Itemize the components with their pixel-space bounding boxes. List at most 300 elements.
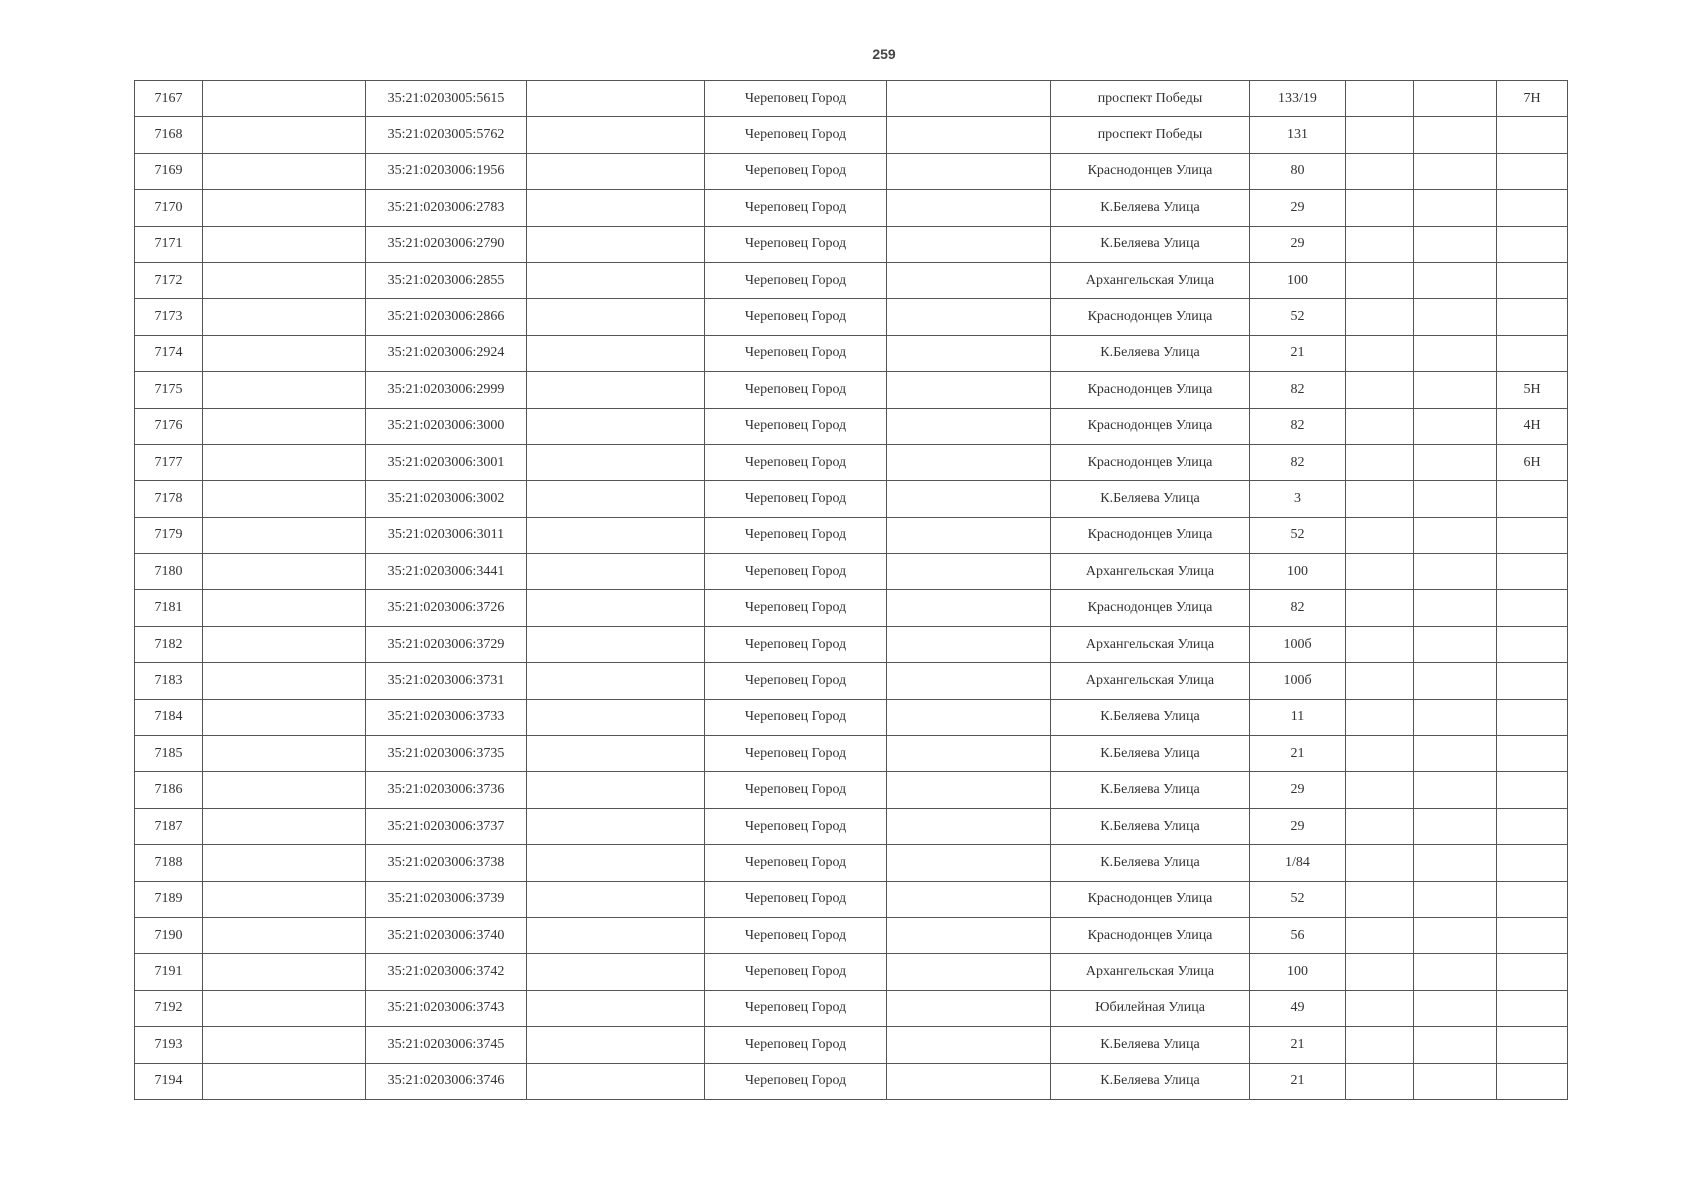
- house-number-cell: 82: [1250, 590, 1346, 626]
- empty-cell: [527, 190, 705, 226]
- empty-cell: [203, 554, 366, 590]
- table-row: [135, 190, 1568, 226]
- empty-cell: [887, 845, 1051, 881]
- empty-cell: [527, 444, 705, 480]
- city-cell: Череповец Город: [705, 736, 887, 772]
- room-number-cell: [1497, 990, 1568, 1026]
- empty-cell: [203, 990, 366, 1026]
- street-cell: К.Беляева Улица: [1051, 845, 1250, 881]
- city-cell: Череповец Город: [705, 1063, 887, 1099]
- room-number-cell: [1497, 808, 1568, 844]
- empty-cell: [887, 954, 1051, 990]
- street-cell: К.Беляева Улица: [1051, 808, 1250, 844]
- empty-cell: [887, 1063, 1051, 1099]
- city-cell: Череповец Город: [705, 117, 887, 153]
- empty-cell: [887, 81, 1051, 117]
- table-row: [135, 808, 1568, 844]
- empty-cell: [1414, 663, 1497, 699]
- record-number-cell: 7172: [135, 262, 203, 298]
- room-number-cell: [1497, 299, 1568, 335]
- empty-cell: [527, 881, 705, 917]
- empty-cell: [203, 153, 366, 189]
- table-row: [135, 1063, 1568, 1099]
- cadastral-number-cell: 35:21:0203006:3002: [366, 481, 527, 517]
- cadastral-number-cell: 35:21:0203006:3737: [366, 808, 527, 844]
- room-number-cell: [1497, 845, 1568, 881]
- empty-cell: [527, 1063, 705, 1099]
- empty-cell: [1414, 590, 1497, 626]
- cadastral-number-cell: 35:21:0203006:3746: [366, 1063, 527, 1099]
- empty-cell: [887, 153, 1051, 189]
- empty-cell: [887, 517, 1051, 553]
- street-cell: Краснодонцев Улица: [1051, 881, 1250, 917]
- empty-cell: [203, 81, 366, 117]
- empty-cell: [527, 663, 705, 699]
- house-number-cell: 100: [1250, 554, 1346, 590]
- empty-cell: [1346, 226, 1414, 262]
- empty-cell: [1346, 372, 1414, 408]
- table-row: [135, 335, 1568, 371]
- empty-cell: [527, 408, 705, 444]
- empty-cell: [887, 881, 1051, 917]
- empty-cell: [1346, 190, 1414, 226]
- empty-cell: [527, 481, 705, 517]
- room-number-cell: [1497, 335, 1568, 371]
- table-row: [135, 845, 1568, 881]
- empty-cell: [1414, 990, 1497, 1026]
- table-body: [135, 81, 1568, 1100]
- room-number-cell: [1497, 481, 1568, 517]
- table-row: [135, 1027, 1568, 1063]
- city-cell: Череповец Город: [705, 881, 887, 917]
- record-number-cell: 7185: [135, 736, 203, 772]
- city-cell: Череповец Город: [705, 917, 887, 953]
- record-number-cell: 7191: [135, 954, 203, 990]
- room-number-cell: [1497, 190, 1568, 226]
- room-number-cell: [1497, 554, 1568, 590]
- house-number-cell: 49: [1250, 990, 1346, 1026]
- empty-cell: [1346, 699, 1414, 735]
- room-number-cell: [1497, 117, 1568, 153]
- room-number-cell: 4Н: [1497, 408, 1568, 444]
- city-cell: Череповец Город: [705, 1027, 887, 1063]
- empty-cell: [203, 408, 366, 444]
- street-cell: Архангельская Улица: [1051, 262, 1250, 298]
- empty-cell: [203, 299, 366, 335]
- empty-cell: [1346, 299, 1414, 335]
- empty-cell: [527, 736, 705, 772]
- empty-cell: [527, 1027, 705, 1063]
- street-cell: Краснодонцев Улица: [1051, 408, 1250, 444]
- room-number-cell: [1497, 262, 1568, 298]
- record-number-cell: 7175: [135, 372, 203, 408]
- empty-cell: [887, 699, 1051, 735]
- empty-cell: [1346, 808, 1414, 844]
- city-cell: Череповец Город: [705, 990, 887, 1026]
- city-cell: Череповец Город: [705, 226, 887, 262]
- empty-cell: [527, 117, 705, 153]
- empty-cell: [1346, 262, 1414, 298]
- house-number-cell: 131: [1250, 117, 1346, 153]
- house-number-cell: 52: [1250, 881, 1346, 917]
- empty-cell: [203, 845, 366, 881]
- empty-cell: [527, 954, 705, 990]
- empty-cell: [1414, 736, 1497, 772]
- record-number-cell: 7188: [135, 845, 203, 881]
- record-number-cell: 7174: [135, 335, 203, 371]
- house-number-cell: 133/19: [1250, 81, 1346, 117]
- house-number-cell: 100: [1250, 262, 1346, 298]
- record-number-cell: 7192: [135, 990, 203, 1026]
- empty-cell: [887, 444, 1051, 480]
- table-row: [135, 226, 1568, 262]
- record-number-cell: 7176: [135, 408, 203, 444]
- house-number-cell: 21: [1250, 736, 1346, 772]
- room-number-cell: [1497, 736, 1568, 772]
- empty-cell: [887, 117, 1051, 153]
- empty-cell: [203, 1063, 366, 1099]
- registry-table: [134, 80, 1568, 1100]
- record-number-cell: 7187: [135, 808, 203, 844]
- cadastral-number-cell: 35:21:0203006:3736: [366, 772, 527, 808]
- city-cell: Череповец Город: [705, 81, 887, 117]
- street-cell: Архангельская Улица: [1051, 554, 1250, 590]
- table-row: [135, 881, 1568, 917]
- empty-cell: [527, 226, 705, 262]
- cadastral-number-cell: 35:21:0203006:3743: [366, 990, 527, 1026]
- house-number-cell: 82: [1250, 444, 1346, 480]
- table-row: [135, 917, 1568, 953]
- city-cell: Череповец Город: [705, 772, 887, 808]
- street-cell: Архангельская Улица: [1051, 626, 1250, 662]
- empty-cell: [1414, 81, 1497, 117]
- empty-cell: [887, 626, 1051, 662]
- record-number-cell: 7171: [135, 226, 203, 262]
- empty-cell: [203, 262, 366, 298]
- house-number-cell: 29: [1250, 190, 1346, 226]
- room-number-cell: 6Н: [1497, 444, 1568, 480]
- empty-cell: [1346, 335, 1414, 371]
- empty-cell: [203, 481, 366, 517]
- empty-cell: [527, 917, 705, 953]
- street-cell: Юбилейная Улица: [1051, 990, 1250, 1026]
- page-number: 259: [872, 46, 896, 62]
- street-cell: К.Беляева Улица: [1051, 1063, 1250, 1099]
- empty-cell: [1414, 372, 1497, 408]
- cadastral-number-cell: 35:21:0203006:2790: [366, 226, 527, 262]
- table-row: [135, 517, 1568, 553]
- empty-cell: [1346, 408, 1414, 444]
- empty-cell: [1414, 335, 1497, 371]
- empty-cell: [887, 663, 1051, 699]
- table-row: [135, 554, 1568, 590]
- room-number-cell: [1497, 699, 1568, 735]
- table-row: [135, 990, 1568, 1026]
- empty-cell: [887, 190, 1051, 226]
- empty-cell: [203, 517, 366, 553]
- record-number-cell: 7186: [135, 772, 203, 808]
- city-cell: Череповец Город: [705, 481, 887, 517]
- empty-cell: [887, 262, 1051, 298]
- empty-cell: [1346, 954, 1414, 990]
- record-number-cell: 7181: [135, 590, 203, 626]
- empty-cell: [1346, 917, 1414, 953]
- empty-cell: [887, 736, 1051, 772]
- street-cell: К.Беляева Улица: [1051, 772, 1250, 808]
- table-row: [135, 372, 1568, 408]
- record-number-cell: 7184: [135, 699, 203, 735]
- empty-cell: [1414, 917, 1497, 953]
- house-number-cell: 80: [1250, 153, 1346, 189]
- empty-cell: [1414, 299, 1497, 335]
- street-cell: К.Беляева Улица: [1051, 226, 1250, 262]
- table-row: [135, 81, 1568, 117]
- empty-cell: [887, 590, 1051, 626]
- empty-cell: [1414, 262, 1497, 298]
- record-number-cell: 7178: [135, 481, 203, 517]
- table-row: [135, 590, 1568, 626]
- empty-cell: [203, 954, 366, 990]
- house-number-cell: 11: [1250, 699, 1346, 735]
- street-cell: К.Беляева Улица: [1051, 190, 1250, 226]
- empty-cell: [887, 772, 1051, 808]
- table-row: [135, 408, 1568, 444]
- cadastral-number-cell: 35:21:0203006:3742: [366, 954, 527, 990]
- empty-cell: [887, 1027, 1051, 1063]
- cadastral-number-cell: 35:21:0203006:2855: [366, 262, 527, 298]
- room-number-cell: [1497, 226, 1568, 262]
- house-number-cell: 21: [1250, 1063, 1346, 1099]
- street-cell: проспект Победы: [1051, 81, 1250, 117]
- room-number-cell: [1497, 590, 1568, 626]
- empty-cell: [1346, 81, 1414, 117]
- house-number-cell: 100: [1250, 954, 1346, 990]
- record-number-cell: 7194: [135, 1063, 203, 1099]
- empty-cell: [1414, 517, 1497, 553]
- empty-cell: [1414, 226, 1497, 262]
- empty-cell: [1346, 554, 1414, 590]
- record-number-cell: 7190: [135, 917, 203, 953]
- city-cell: Череповец Город: [705, 699, 887, 735]
- empty-cell: [887, 808, 1051, 844]
- house-number-cell: 82: [1250, 408, 1346, 444]
- house-number-cell: 29: [1250, 808, 1346, 844]
- street-cell: К.Беляева Улица: [1051, 481, 1250, 517]
- city-cell: Череповец Город: [705, 554, 887, 590]
- empty-cell: [1346, 153, 1414, 189]
- empty-cell: [203, 444, 366, 480]
- empty-cell: [1346, 626, 1414, 662]
- empty-cell: [1414, 190, 1497, 226]
- street-cell: Архангельская Улица: [1051, 954, 1250, 990]
- cadastral-number-cell: 35:21:0203006:3011: [366, 517, 527, 553]
- record-number-cell: 7173: [135, 299, 203, 335]
- empty-cell: [527, 299, 705, 335]
- empty-cell: [203, 881, 366, 917]
- room-number-cell: [1497, 881, 1568, 917]
- street-cell: Архангельская Улица: [1051, 663, 1250, 699]
- empty-cell: [1414, 845, 1497, 881]
- street-cell: Краснодонцев Улица: [1051, 917, 1250, 953]
- house-number-cell: 100б: [1250, 626, 1346, 662]
- record-number-cell: 7168: [135, 117, 203, 153]
- empty-cell: [887, 299, 1051, 335]
- empty-cell: [1414, 699, 1497, 735]
- city-cell: Череповец Город: [705, 663, 887, 699]
- empty-cell: [527, 590, 705, 626]
- city-cell: Череповец Город: [705, 954, 887, 990]
- cadastral-number-cell: 35:21:0203006:3001: [366, 444, 527, 480]
- table-row: [135, 153, 1568, 189]
- room-number-cell: [1497, 663, 1568, 699]
- cadastral-number-cell: 35:21:0203006:3738: [366, 845, 527, 881]
- street-cell: Краснодонцев Улица: [1051, 590, 1250, 626]
- empty-cell: [1346, 517, 1414, 553]
- empty-cell: [887, 917, 1051, 953]
- cadastral-number-cell: 35:21:0203006:3735: [366, 736, 527, 772]
- empty-cell: [203, 226, 366, 262]
- empty-cell: [1414, 772, 1497, 808]
- table-row: [135, 736, 1568, 772]
- empty-cell: [1346, 117, 1414, 153]
- empty-cell: [203, 626, 366, 662]
- empty-cell: [887, 372, 1051, 408]
- cadastral-number-cell: 35:21:0203006:3729: [366, 626, 527, 662]
- empty-cell: [1414, 1027, 1497, 1063]
- cadastral-number-cell: 35:21:0203006:2783: [366, 190, 527, 226]
- cadastral-number-cell: 35:21:0203006:3745: [366, 1027, 527, 1063]
- record-number-cell: 7167: [135, 81, 203, 117]
- table-row: [135, 299, 1568, 335]
- empty-cell: [1346, 881, 1414, 917]
- house-number-cell: 29: [1250, 772, 1346, 808]
- empty-cell: [203, 808, 366, 844]
- cadastral-number-cell: 35:21:0203006:2999: [366, 372, 527, 408]
- city-cell: Череповец Город: [705, 626, 887, 662]
- city-cell: Череповец Город: [705, 845, 887, 881]
- empty-cell: [203, 736, 366, 772]
- house-number-cell: 21: [1250, 1027, 1346, 1063]
- cadastral-number-cell: 35:21:0203006:3733: [366, 699, 527, 735]
- cadastral-number-cell: 35:21:0203006:2924: [366, 335, 527, 371]
- empty-cell: [1346, 736, 1414, 772]
- empty-cell: [1414, 954, 1497, 990]
- empty-cell: [1346, 1063, 1414, 1099]
- empty-cell: [887, 554, 1051, 590]
- house-number-cell: 21: [1250, 335, 1346, 371]
- city-cell: Череповец Город: [705, 190, 887, 226]
- empty-cell: [1346, 481, 1414, 517]
- empty-cell: [527, 554, 705, 590]
- empty-cell: [1346, 444, 1414, 480]
- city-cell: Череповец Город: [705, 262, 887, 298]
- street-cell: К.Беляева Улица: [1051, 1027, 1250, 1063]
- empty-cell: [887, 990, 1051, 1026]
- empty-cell: [1414, 626, 1497, 662]
- table-row: [135, 626, 1568, 662]
- table-row: [135, 954, 1568, 990]
- empty-cell: [203, 590, 366, 626]
- empty-cell: [203, 663, 366, 699]
- house-number-cell: 52: [1250, 517, 1346, 553]
- city-cell: Череповец Город: [705, 153, 887, 189]
- cadastral-number-cell: 35:21:0203005:5615: [366, 81, 527, 117]
- empty-cell: [1414, 444, 1497, 480]
- empty-cell: [887, 226, 1051, 262]
- table-row: [135, 481, 1568, 517]
- record-number-cell: 7179: [135, 517, 203, 553]
- cadastral-number-cell: 35:21:0203006:1956: [366, 153, 527, 189]
- empty-cell: [1414, 881, 1497, 917]
- table-row: [135, 262, 1568, 298]
- record-number-cell: 7182: [135, 626, 203, 662]
- empty-cell: [203, 917, 366, 953]
- room-number-cell: [1497, 1063, 1568, 1099]
- empty-cell: [527, 81, 705, 117]
- empty-cell: [527, 845, 705, 881]
- room-number-cell: [1497, 772, 1568, 808]
- empty-cell: [1414, 408, 1497, 444]
- city-cell: Череповец Город: [705, 590, 887, 626]
- room-number-cell: 5Н: [1497, 372, 1568, 408]
- house-number-cell: 82: [1250, 372, 1346, 408]
- empty-cell: [887, 408, 1051, 444]
- room-number-cell: [1497, 153, 1568, 189]
- street-cell: Краснодонцев Улица: [1051, 299, 1250, 335]
- cadastral-number-cell: 35:21:0203006:3731: [366, 663, 527, 699]
- cadastral-number-cell: 35:21:0203005:5762: [366, 117, 527, 153]
- street-cell: проспект Победы: [1051, 117, 1250, 153]
- record-number-cell: 7180: [135, 554, 203, 590]
- empty-cell: [203, 699, 366, 735]
- empty-cell: [527, 372, 705, 408]
- city-cell: Череповец Город: [705, 335, 887, 371]
- cadastral-number-cell: 35:21:0203006:3740: [366, 917, 527, 953]
- empty-cell: [527, 626, 705, 662]
- table-row: [135, 117, 1568, 153]
- empty-cell: [203, 117, 366, 153]
- street-cell: Краснодонцев Улица: [1051, 372, 1250, 408]
- empty-cell: [527, 153, 705, 189]
- street-cell: Краснодонцев Улица: [1051, 517, 1250, 553]
- empty-cell: [1414, 481, 1497, 517]
- city-cell: Череповец Город: [705, 408, 887, 444]
- empty-cell: [527, 699, 705, 735]
- empty-cell: [887, 335, 1051, 371]
- cadastral-number-cell: 35:21:0203006:3739: [366, 881, 527, 917]
- city-cell: Череповец Город: [705, 808, 887, 844]
- city-cell: Череповец Город: [705, 517, 887, 553]
- record-number-cell: 7169: [135, 153, 203, 189]
- room-number-cell: [1497, 626, 1568, 662]
- empty-cell: [203, 372, 366, 408]
- empty-cell: [1346, 590, 1414, 626]
- street-cell: Краснодонцев Улица: [1051, 444, 1250, 480]
- empty-cell: [203, 335, 366, 371]
- street-cell: К.Беляева Улица: [1051, 335, 1250, 371]
- empty-cell: [1346, 990, 1414, 1026]
- house-number-cell: 52: [1250, 299, 1346, 335]
- cadastral-number-cell: 35:21:0203006:3441: [366, 554, 527, 590]
- cadastral-number-cell: 35:21:0203006:2866: [366, 299, 527, 335]
- street-cell: Краснодонцев Улица: [1051, 153, 1250, 189]
- empty-cell: [527, 808, 705, 844]
- empty-cell: [527, 772, 705, 808]
- room-number-cell: [1497, 1027, 1568, 1063]
- empty-cell: [1346, 772, 1414, 808]
- room-number-cell: [1497, 517, 1568, 553]
- table-row: [135, 444, 1568, 480]
